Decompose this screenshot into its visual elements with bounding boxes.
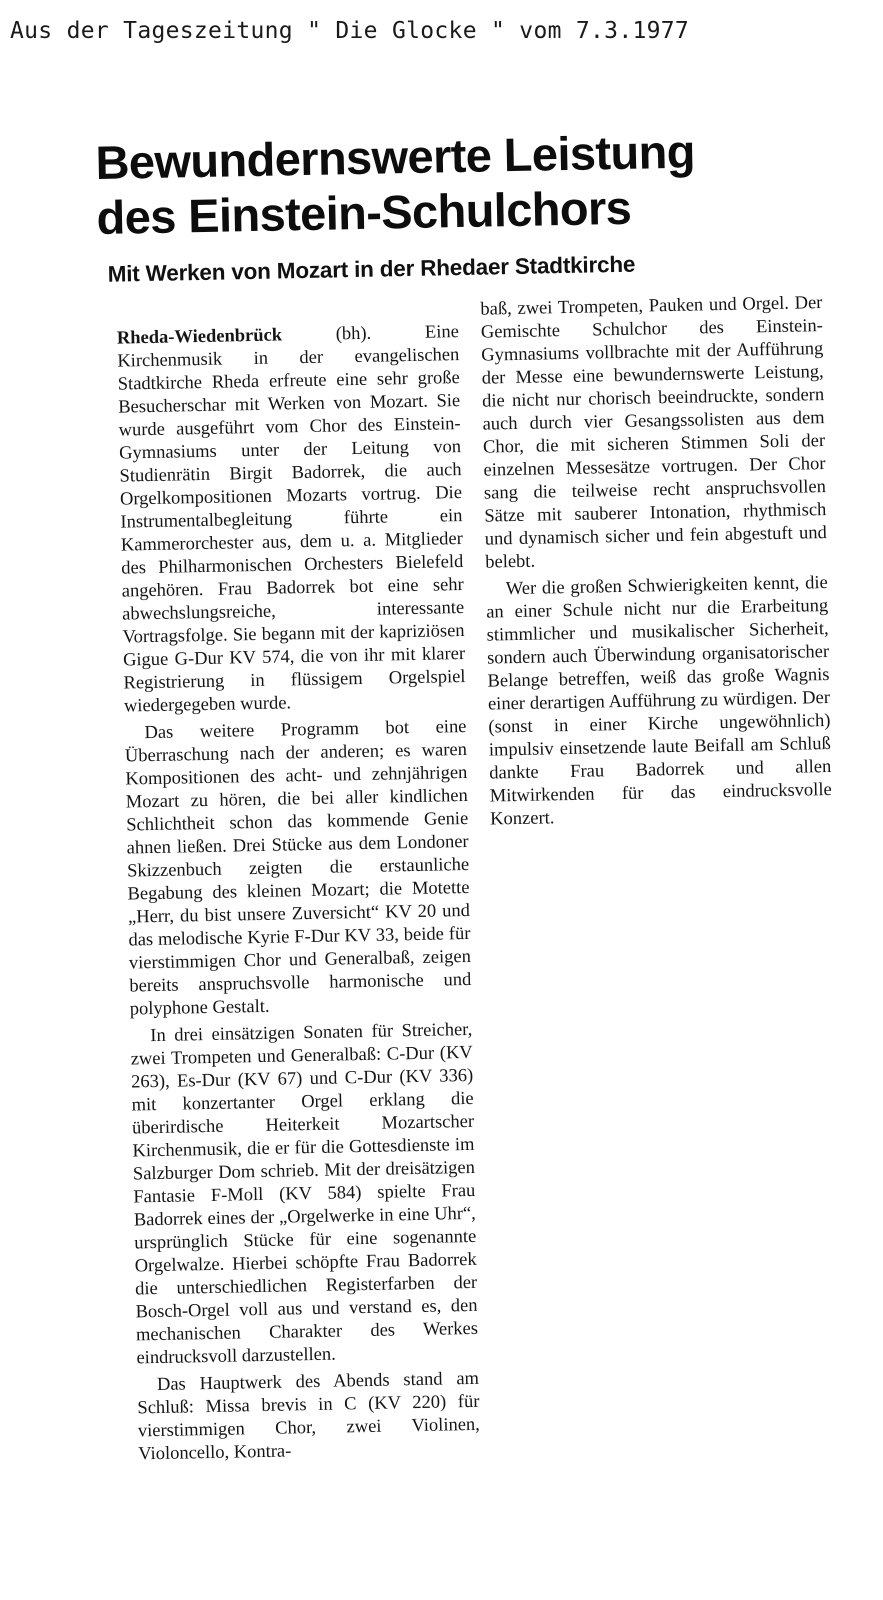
newspaper-source-line: Aus der Tageszeitung " Die Glocke " vom 7.3.1977 [10,18,690,44]
article-column-left [117,321,481,1470]
article-subheadline: Mit Werken von Mozart in der Rhedaer Stadtkirche [107,251,636,287]
article-column-right [480,292,832,835]
headline-line-2: des Einstein-Schulchors [96,180,632,244]
article-headline [95,121,832,245]
paragraph-3: In drei einsätzigen Sonaten für Streicher, zwei Trompeten und Generalbaß: C-Dur (KV 263), Es-Dur (KV 67) und C-Dur (KV 336) mit konzertanter Orgel erklang die überirdische Heiterkeit Mozartscher Kirchenmusik, die er für die Gottesdienste im Salzburger Dom schrieb. Mit der dreisätzigen Fantasie F-Moll (KV 584) spielte Frau Badorrek eines der „Orgelwerke in eine Uhr“, ursprünglich Stücke für eine sogenannte Orgelwalze. Hierbei schöpfte Frau Badorrek die unterschiedlichen Registerfarben der Bosch-Orgel voll aus und verstand es, den mechanischen Charakter des Werkes eindrucksvoll darzustellen. [130,1019,479,1369]
newspaper-article [95,121,833,1465]
paragraph-1 [117,321,466,718]
article-dateline: Rheda-Wiedenbrück [116,325,283,349]
paragraph-4: Das Hauptwerk des Abends stand am Schluß: Missa brevis in C (KV 220) für vierstimmigen Chor, zwei Violinen, Violoncello, Kontra- [137,1368,481,1465]
paragraph-5: baß, zwei Trompeten, Pauken und Orgel. Der Gemischte Schulchor des Einstein-Gymnasiums vollbrachte mit der Aufführung der Messe eine bewundernswerte Leistung, die nicht nur chorisch beeindruckte, sondern auch durch vier Gesangssolisten aus dem Chor, die mit sicheren Stimmen Soli der einzelnen Messesätze vortrugen. Der Chor sang die teilweise recht anspruchsvollen Sätze mit sauberer Intonation, rhythmisch und dynamisch sicher und fein abgestuft und belebt. [480,293,827,573]
article-body [116,293,840,1557]
paragraph-1-text: (bh). Eine Kirchenmusik in der evangelischen Stadtkirche Rheda erfreute eine sehr große Besucherschar mit Werken von Mozart. Sie wurde ausgeführt vom Chor des Einstein-Gymnasiums unter der Leitung von Studienrätin Birgit Badorrek, die auch Orgelkompositionen Mozarts vortrug. Die Instrumentalbegleitung führte ein Kammerorchester aus, dem u. a. Mitglieder des Philharmonischen Orchesters Bielefeld angehören. Frau Badorrek bot eine sehr abwechslungsreiche, interessante Vortragsfolge. Sie begann mit der kapriziösen Gigue G-Dur KV 574, die von ihr mit klarer Registrierung in flüssigem Orgelspiel wiedergegeben wurde. [117,322,466,717]
headline-line-1: Bewundernswerte Leistung [95,124,696,189]
paragraph-2: Das weitere Programm bot eine Überraschung nach der anderen; es waren Kompositionen des acht- und zehnjährigen Mozart zu hören, die bei aller kindlichen Schlichtheit schon das kommende Genie ahnen ließen. Drei Stücke aus dem Londoner Skizzenbuch zeigten die erstaunliche Begabung des kleinen Mozart; die Motette „Herr, du bist unsere Zuversicht“ KV 20 und das melodische Kyrie F-Dur KV 33, beide für vierstimmigen Chor und Generalbaß, zeigen bereits anspruchsvolle harmonische und polyphone Gestalt. [124,716,472,1020]
paragraph-6: Wer die großen Schwierigkeiten kennt, die an einer Schule nicht nur die Erarbeitung stimmlicher und musikalischer Sicherheit, sondern auch Überwindung organisatorischer Belange betreffen, weiß das große Wagnis einer derartigen Aufführung zu würdigen. Der (sonst in einer Kirche ungewöhnlich) impulsiv einsetzende laute Beifall am Schluß dankte Frau Badorrek und allen Mitwirkenden für das eindrucksvolle Konzert. [486,573,832,830]
